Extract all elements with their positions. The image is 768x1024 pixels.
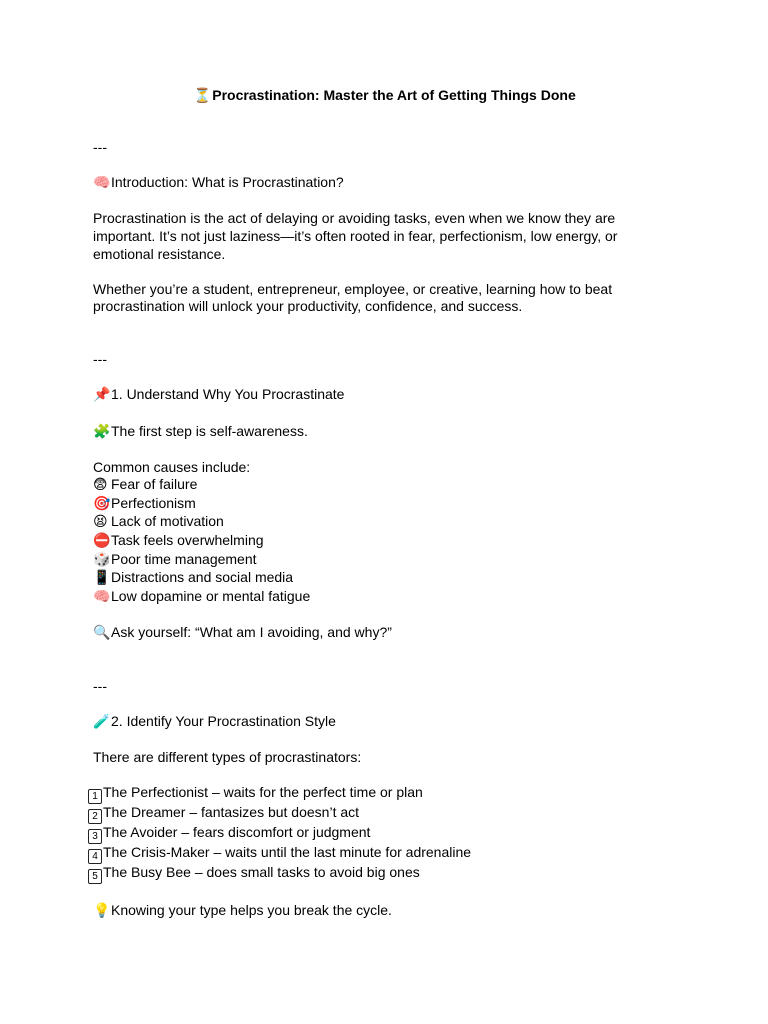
causes-intro: Common causes include: <box>93 458 251 475</box>
puzzle-icon: 🧩 <box>93 423 111 440</box>
lightbulb-icon: 💡 <box>93 902 111 919</box>
list-item: 🧠Low dopamine or mental fatigue <box>93 587 311 605</box>
phone-icon: 📱 <box>93 570 111 587</box>
fearful-face-icon: 😨 <box>93 477 108 494</box>
list-item: 😨 Fear of failure <box>93 476 198 494</box>
section1-heading: 📌1. Understand Why You Procrastinate <box>93 386 345 404</box>
magnifier-icon: 🔍 <box>93 625 111 642</box>
brain-icon: 🧠 <box>93 588 111 605</box>
pushpin-icon: 📌 <box>93 387 111 404</box>
document-body <box>93 139 653 921</box>
list-item: 3 The Avoider – fears discomfort or judgment <box>93 824 653 844</box>
list-item: 4 The Crisis-Maker – waits until the last minute for adrenaline <box>93 844 653 864</box>
separator: --- <box>93 677 107 694</box>
target-icon: 🎯 <box>93 495 111 512</box>
list-item: 🎯Perfectionism <box>93 494 196 512</box>
list-item: 1 The Perfectionist – waits for the perfect time or plan <box>93 784 653 804</box>
list-item: 5 The Busy Bee – does small tasks to avoid big ones <box>93 864 653 884</box>
document-title <box>0 86 768 105</box>
hourglass-icon: ⏳ <box>193 88 211 104</box>
separator: --- <box>93 351 107 368</box>
number-1-icon: 1 <box>88 789 102 804</box>
title-text: Procrastination: Master the Art of Getting Things Done <box>212 87 576 103</box>
list-item: 🎲Poor time management <box>93 550 257 568</box>
intro-paragraph-2: Whether you’re a student, entrepreneur, employee, or creative, learning how to beat procrastination will unlock your productivity, confidence, and success. <box>93 280 613 315</box>
section2-heading: 🧪2. Identify Your Procrastination Style <box>93 713 336 730</box>
test-tube-icon: 🧪 <box>93 714 111 730</box>
brain-icon: 🧠 <box>93 175 111 192</box>
number-5-icon: 5 <box>88 869 102 884</box>
section1-step: 🧩The first step is self-awareness. <box>93 422 308 440</box>
number-3-icon: 3 <box>88 829 102 844</box>
no-entry-icon: ⛔ <box>93 533 111 550</box>
intro-paragraph-1: Procrastination is the act of delaying or avoiding tasks, even when we know they are important. It’s not just laziness—it’s often rooted in fear, perfectionism, low energy, or emotional resistance. <box>93 210 618 262</box>
list-item: ⛔Task feels overwhelming <box>93 532 264 550</box>
types-intro: There are different types of procrastinators: <box>93 749 362 766</box>
tip: 💡Knowing your type helps you break the cycle. <box>93 901 392 919</box>
ask-yourself: 🔍Ask yourself: “What am I avoiding, and why?” <box>93 624 392 642</box>
separator: --- <box>93 139 107 155</box>
dice-icon: 🎲 <box>93 551 111 568</box>
tired-face-icon: 😫 <box>93 514 108 531</box>
list-item: 😫 Lack of motivation <box>93 513 224 531</box>
intro-heading: 🧠Introduction: What is Procrastination? <box>93 174 344 192</box>
list-item: 📱Distractions and social media <box>93 569 294 587</box>
number-2-icon: 2 <box>88 809 102 824</box>
number-4-icon: 4 <box>88 849 102 864</box>
list-item: 2 The Dreamer – fantasizes but doesn’t act <box>93 804 653 824</box>
